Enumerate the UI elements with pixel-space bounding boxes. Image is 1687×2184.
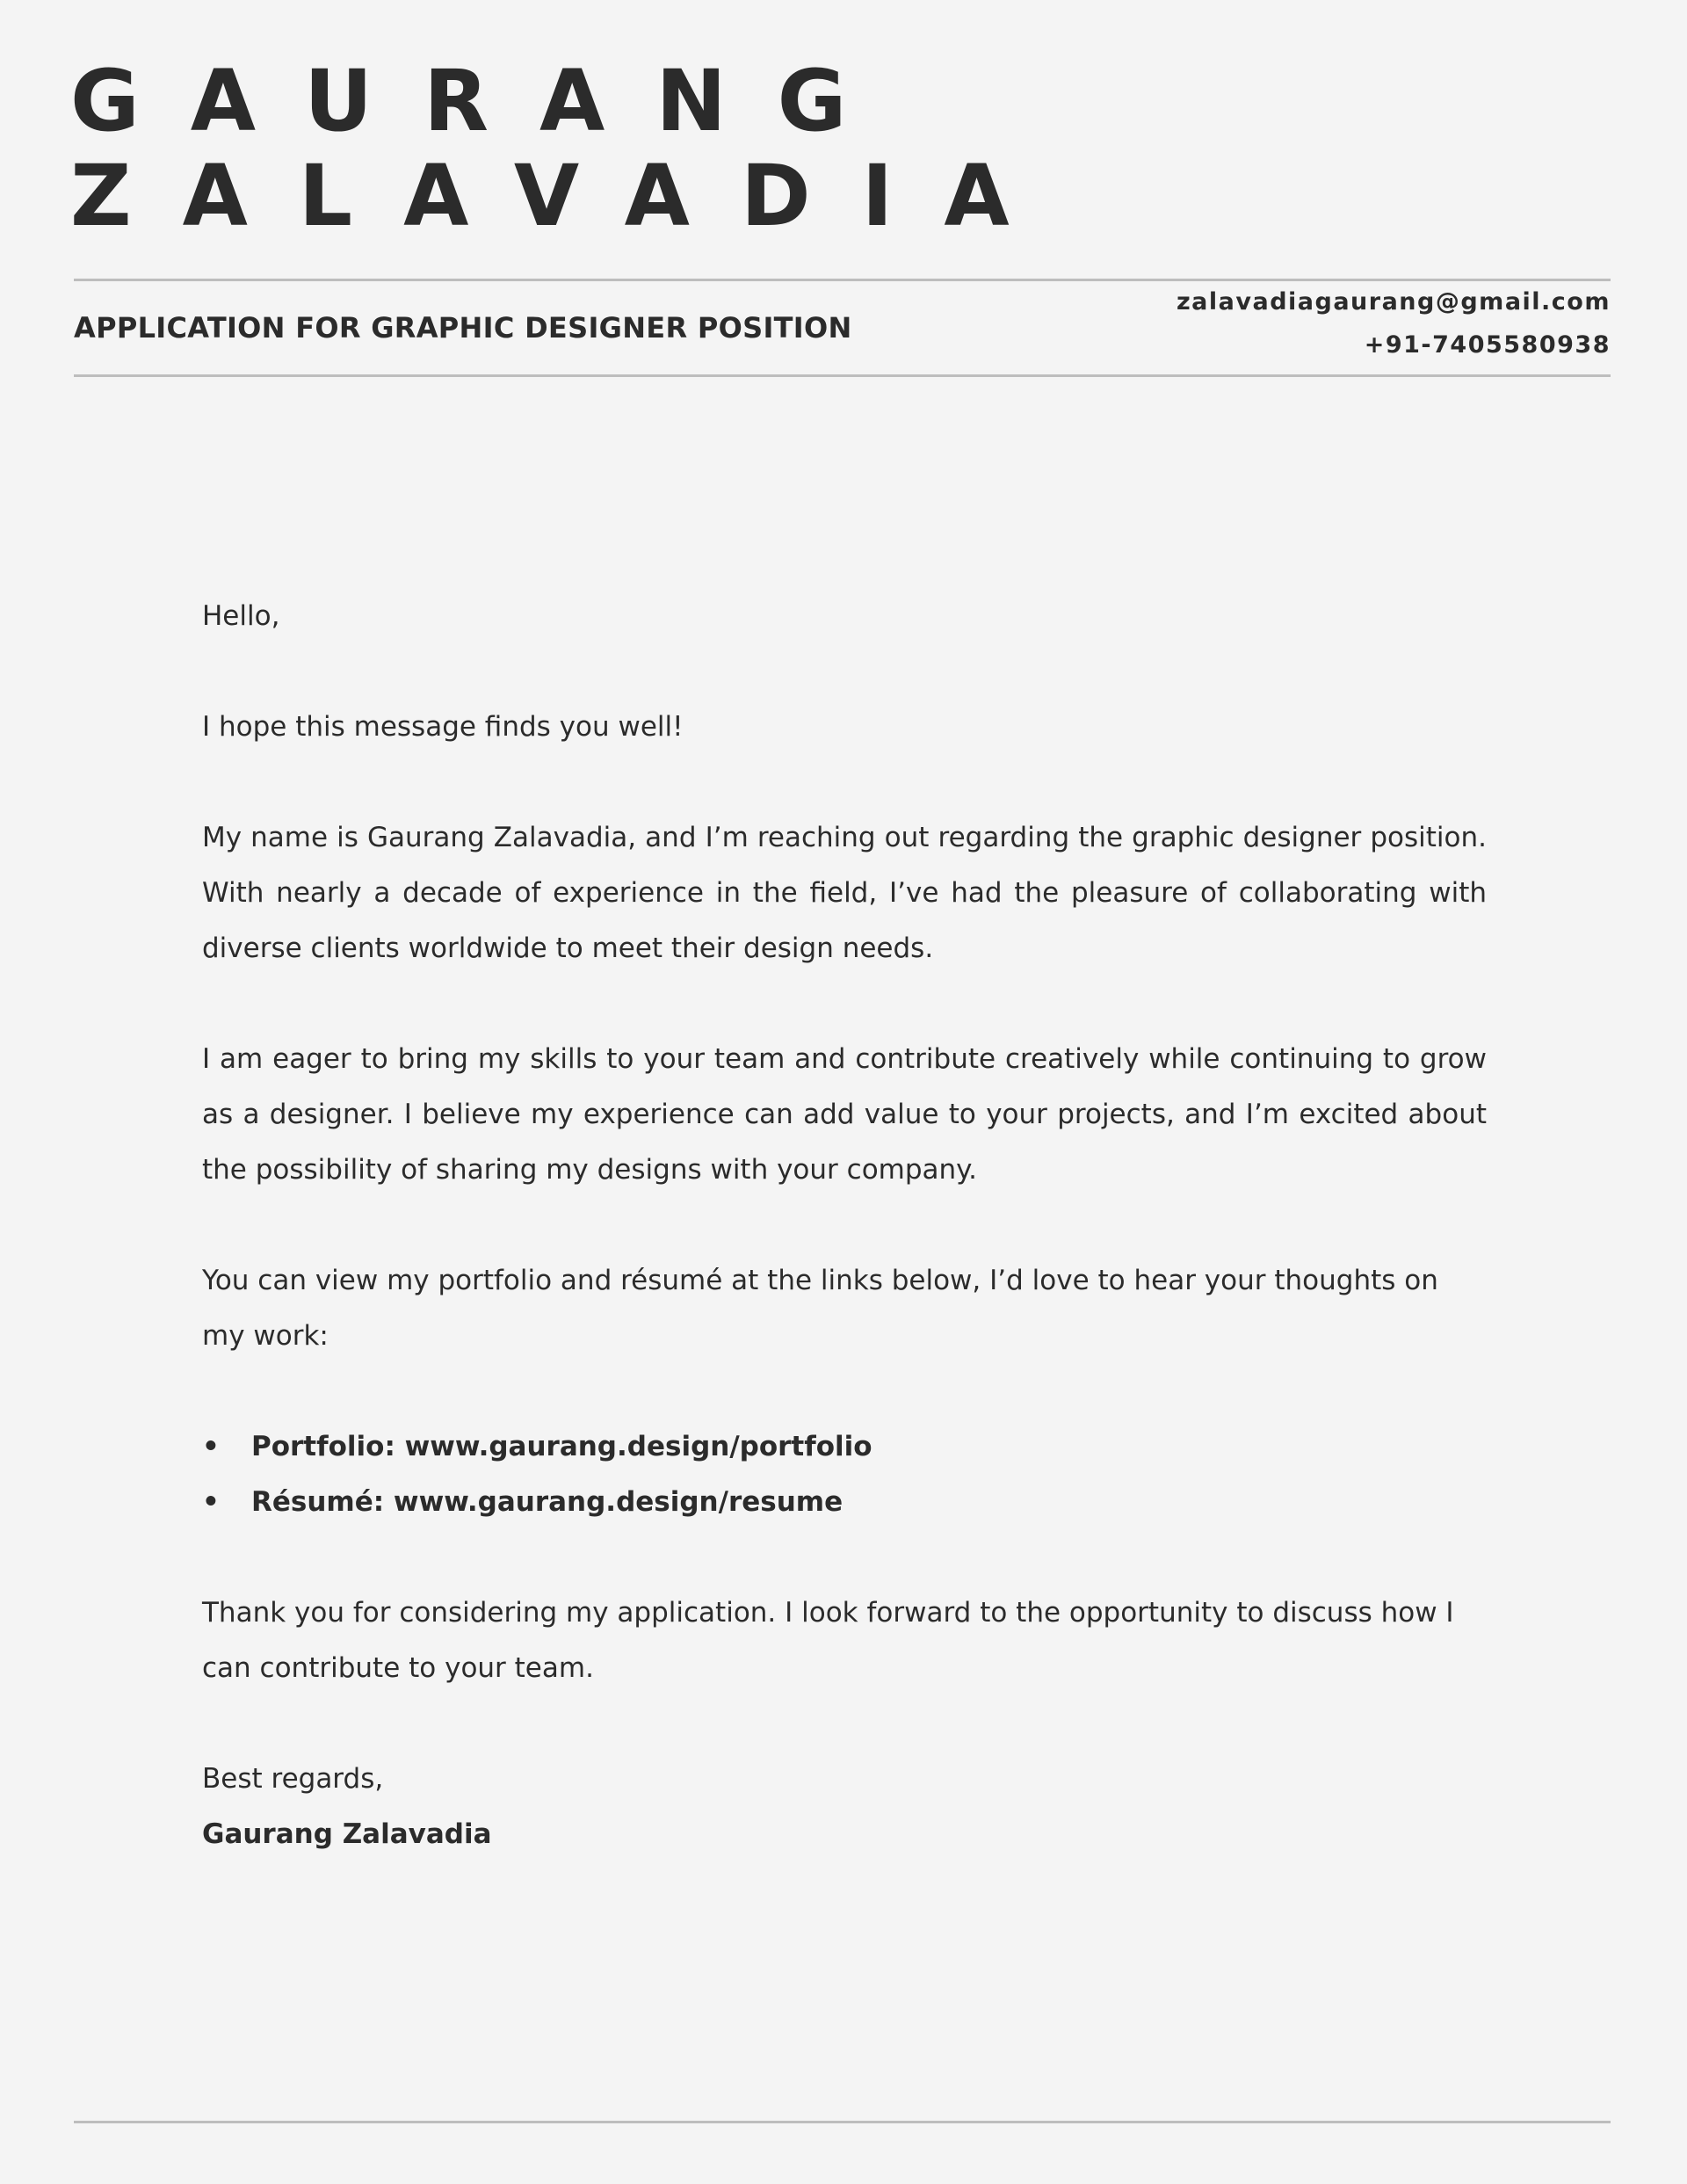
paragraph-links-intro: You can view my portfolio and résumé at the links below, I’d love to hear your thoughts on my work: xyxy=(202,1265,1438,1352)
bullet-icon: • xyxy=(202,1486,220,1518)
paragraph-intro: I hope this message finds you well! xyxy=(202,711,684,743)
links-list xyxy=(202,1419,1487,1530)
paragraph-motivation: I am eager to bring my skills to your team and contribute creatively while continuing to grow as a designer. I believe my experience can add value to your projects, and I’m excited about the possibility of sharing my designs with your company. xyxy=(202,1043,1487,1186)
greeting: Hello, xyxy=(202,600,280,632)
signature: Gaurang Zalavadia xyxy=(202,1818,492,1850)
paragraph-experience: My name is Gaurang Zalavadia, and I’m reaching out regarding the graphic designer position. With nearly a decade of experience in the field, I’ve had the pleasure of collaborating with diverse clients worldwide to meet their design needs. xyxy=(202,822,1487,964)
list-item-resume xyxy=(202,1475,1487,1530)
portfolio-link[interactable]: Portfolio: www.gaurang.design/portfolio xyxy=(251,1431,872,1462)
letter-body xyxy=(202,589,1487,1862)
letter-subtitle: APPLICATION FOR GRAPHIC DESIGNER POSITION xyxy=(74,311,852,345)
contact-email[interactable]: zalavadiagaurang@gmail.com xyxy=(1176,288,1611,316)
closing: Best regards, xyxy=(202,1763,384,1795)
bullet-icon: • xyxy=(202,1431,220,1462)
last-name-heading: ZALAVADIA xyxy=(70,147,1061,245)
resume-link[interactable]: Résumé: www.gaurang.design/resume xyxy=(251,1486,844,1518)
list-item-portfolio xyxy=(202,1419,1487,1475)
paragraph-thanks: Thank you for considering my application. I look forward to the opportunity to discuss how I can contribute to your team. xyxy=(202,1597,1454,1684)
header-top-divider xyxy=(74,279,1611,281)
contact-phone[interactable]: +91-7405580938 xyxy=(1364,331,1611,359)
header-bottom-divider xyxy=(74,374,1611,377)
first-name-heading: GAURANG xyxy=(70,52,898,150)
footer-divider xyxy=(74,2121,1611,2123)
